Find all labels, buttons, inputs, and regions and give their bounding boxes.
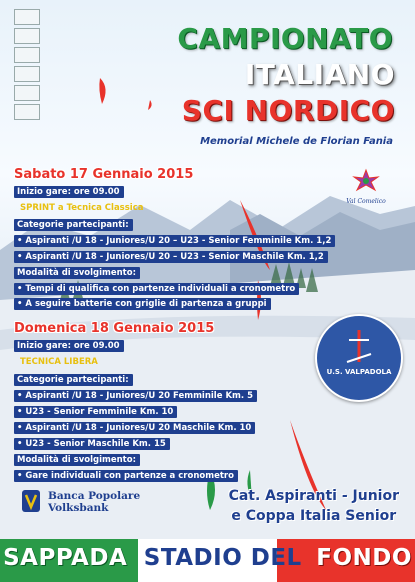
day1-mode-label: Modalità di svolgimento: <box>14 267 140 279</box>
title-line-2: ITALIANO <box>244 58 395 91</box>
day2-start-time: Inizio gare: ore 09.00 <box>14 340 124 352</box>
day2-date: Domenica 18 Gennaio 2015 <box>14 321 215 336</box>
day2-category-item: • Aspiranti /U 18 - Juniores/U 20 Femminile Km. 5 <box>14 390 257 402</box>
us-valpadola-label: U.S. VALPADOLA <box>326 368 392 376</box>
municipality-crest-icon <box>14 85 40 101</box>
footer-part-1: SAPPADA <box>3 545 128 571</box>
category-note-line-2: e Coppa Italia Senior <box>231 508 397 524</box>
star-flower-icon <box>351 168 381 194</box>
day2-mode-item: • Gare individuali con partenze a cronometro <box>14 470 238 482</box>
day1-discipline: SPRINT a Tecnica Classica <box>20 203 144 213</box>
day1-category-item: • Aspiranti /U 18 - Juniores/U 20 – U23 - Senior Maschile Km. 1,2 <box>14 251 328 263</box>
mountain-community-logo-icon <box>14 104 40 120</box>
ski-jumper-icon <box>339 326 379 366</box>
day2-category-item: • U23 - Senior Maschile Km. 15 <box>14 438 170 450</box>
day1-category-item: • Aspiranti /U 18 - Juniores/U 20 – U23 - Senior Femminile Km. 1,2 <box>14 235 335 247</box>
day1-start-time: Inizio gare: ore 09.00 <box>14 186 124 198</box>
day1-mode-item: • Tempi di qualifica con partenze individuali a cronometro <box>14 283 299 295</box>
volksbank-logo-icon <box>22 490 40 512</box>
day1-date: Sabato 17 Gennaio 2015 <box>14 167 194 182</box>
memorial-subtitle: Memorial Michele de Florian Fania <box>200 136 393 147</box>
day1-mode-item: • A seguire batterie con griglie di partenza a gruppi <box>14 298 271 310</box>
category-note-line-1: Cat. Aspiranti - Junior <box>228 488 399 504</box>
day2-mode-label: Modalità di svolgimento: <box>14 454 140 466</box>
day2-category-item: • Aspiranti /U 18 - Juniores/U 20 Maschile Km. 10 <box>14 422 255 434</box>
footer-part-3: FONDO <box>316 545 412 571</box>
footer-part-2: STADIO DEL <box>143 545 302 571</box>
coni-logo-icon <box>14 9 40 25</box>
title-line-1: CAMPIONATO <box>177 22 393 55</box>
fisi-logo-icon <box>14 28 40 44</box>
category-note <box>229 486 399 526</box>
title-line-3: SCI NORDICO <box>181 94 395 127</box>
day2-categories-label: Categorie partecipanti: <box>14 374 133 386</box>
us-valpadola-badge <box>315 314 403 402</box>
day2-discipline: TECNICA LIBERA <box>20 357 98 367</box>
val-comelico-label: Val Comelico <box>346 198 386 205</box>
region-crest-icon <box>14 47 40 63</box>
province-crest-icon <box>14 66 40 82</box>
val-comelico-logo <box>343 168 389 205</box>
sponsor-line-2: Volksbank <box>48 502 109 514</box>
day1-categories-label: Categorie partecipanti: <box>14 219 133 231</box>
sponsor-line-1: Banca Popolare <box>48 490 141 502</box>
day2-category-item: • U23 - Senior Femminile Km. 10 <box>14 406 177 418</box>
footer-venue-text <box>0 545 415 571</box>
partner-logos-column <box>14 6 42 123</box>
